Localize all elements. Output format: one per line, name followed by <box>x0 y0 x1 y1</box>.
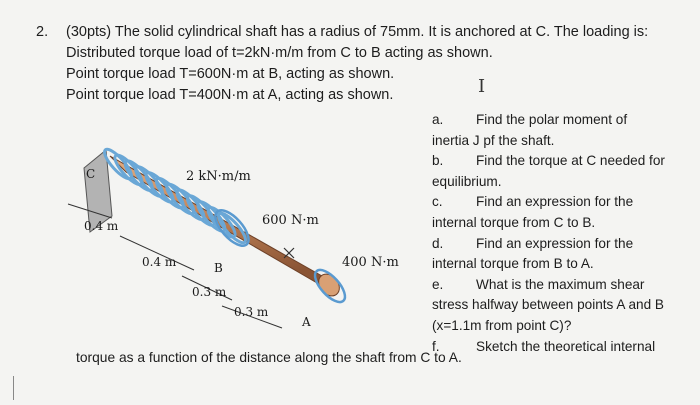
q-b-label: b. <box>432 153 444 169</box>
q-c-label: c. <box>432 194 443 210</box>
q-e-line-3: (x=1.1m from point C)? <box>432 317 572 333</box>
shaft-diagram <box>62 108 430 348</box>
point-c-label: C <box>86 167 96 181</box>
q-d-line-2: internal torque from B to A. <box>432 256 594 272</box>
q-c-line-2: internal torque from C to B. <box>432 214 596 230</box>
dim-label-1: 0.4 m <box>84 219 119 233</box>
q-a-line-1: Find the polar moment of <box>476 112 628 127</box>
footer-text: torque as a function of the distance along the shaft from C to A. <box>76 350 462 365</box>
point-a-label: A <box>302 315 311 329</box>
torque-b-label: 600 N·m <box>262 213 319 228</box>
q-a-line-2: inertia J pf the shaft. <box>432 132 555 148</box>
distributed-torque-label: 2 kN·m/m <box>186 169 251 184</box>
q-d-line-1: Find an expression for the <box>476 235 634 251</box>
dim-label-3: 0.3 m <box>192 285 227 299</box>
problem-line-4: Point torque load T=400N·m at A, acting as shown. <box>66 87 394 103</box>
shaft-figure <box>62 108 430 348</box>
point-b-label: B <box>214 261 223 275</box>
text-cursor-icon: Ⅰ <box>478 76 486 97</box>
dim-label-4: 0.3 m <box>234 305 269 319</box>
problem-line-3: Point torque load T=600N·m at B, acting as shown. <box>66 66 395 82</box>
q-b-line-2: equilibrium. <box>432 173 502 189</box>
q-d-label: d. <box>432 235 444 251</box>
torque-a-label: 400 N·m <box>342 255 399 270</box>
q-f-line-1: Sketch the theoretical internal <box>476 338 656 354</box>
q-e-line-2: stress halfway between points A and B <box>432 297 664 313</box>
question-list <box>432 110 694 357</box>
q-c-line-1: Find an expression for the <box>476 194 634 210</box>
q-e-label: e. <box>432 276 444 292</box>
q-e-line-1: What is the maximum shear <box>476 276 645 292</box>
problem-line-2: Distributed torque load of t=2kN·m/m from C to B acting as shown. <box>66 45 493 61</box>
problem-line-1: (30pts) The solid cylindrical shaft has a radius of 75mm. It is anchored at C. The loading is: <box>66 24 649 40</box>
selection-bar <box>13 376 14 400</box>
section-mark <box>284 248 294 258</box>
q-b-line-1: Find the torque at C needed for <box>476 153 665 169</box>
dim-label-2: 0.4 m <box>142 255 177 269</box>
problem-number: 2. <box>36 24 49 40</box>
q-f-label: f. <box>432 338 440 354</box>
q-a-label: a. <box>432 112 444 127</box>
